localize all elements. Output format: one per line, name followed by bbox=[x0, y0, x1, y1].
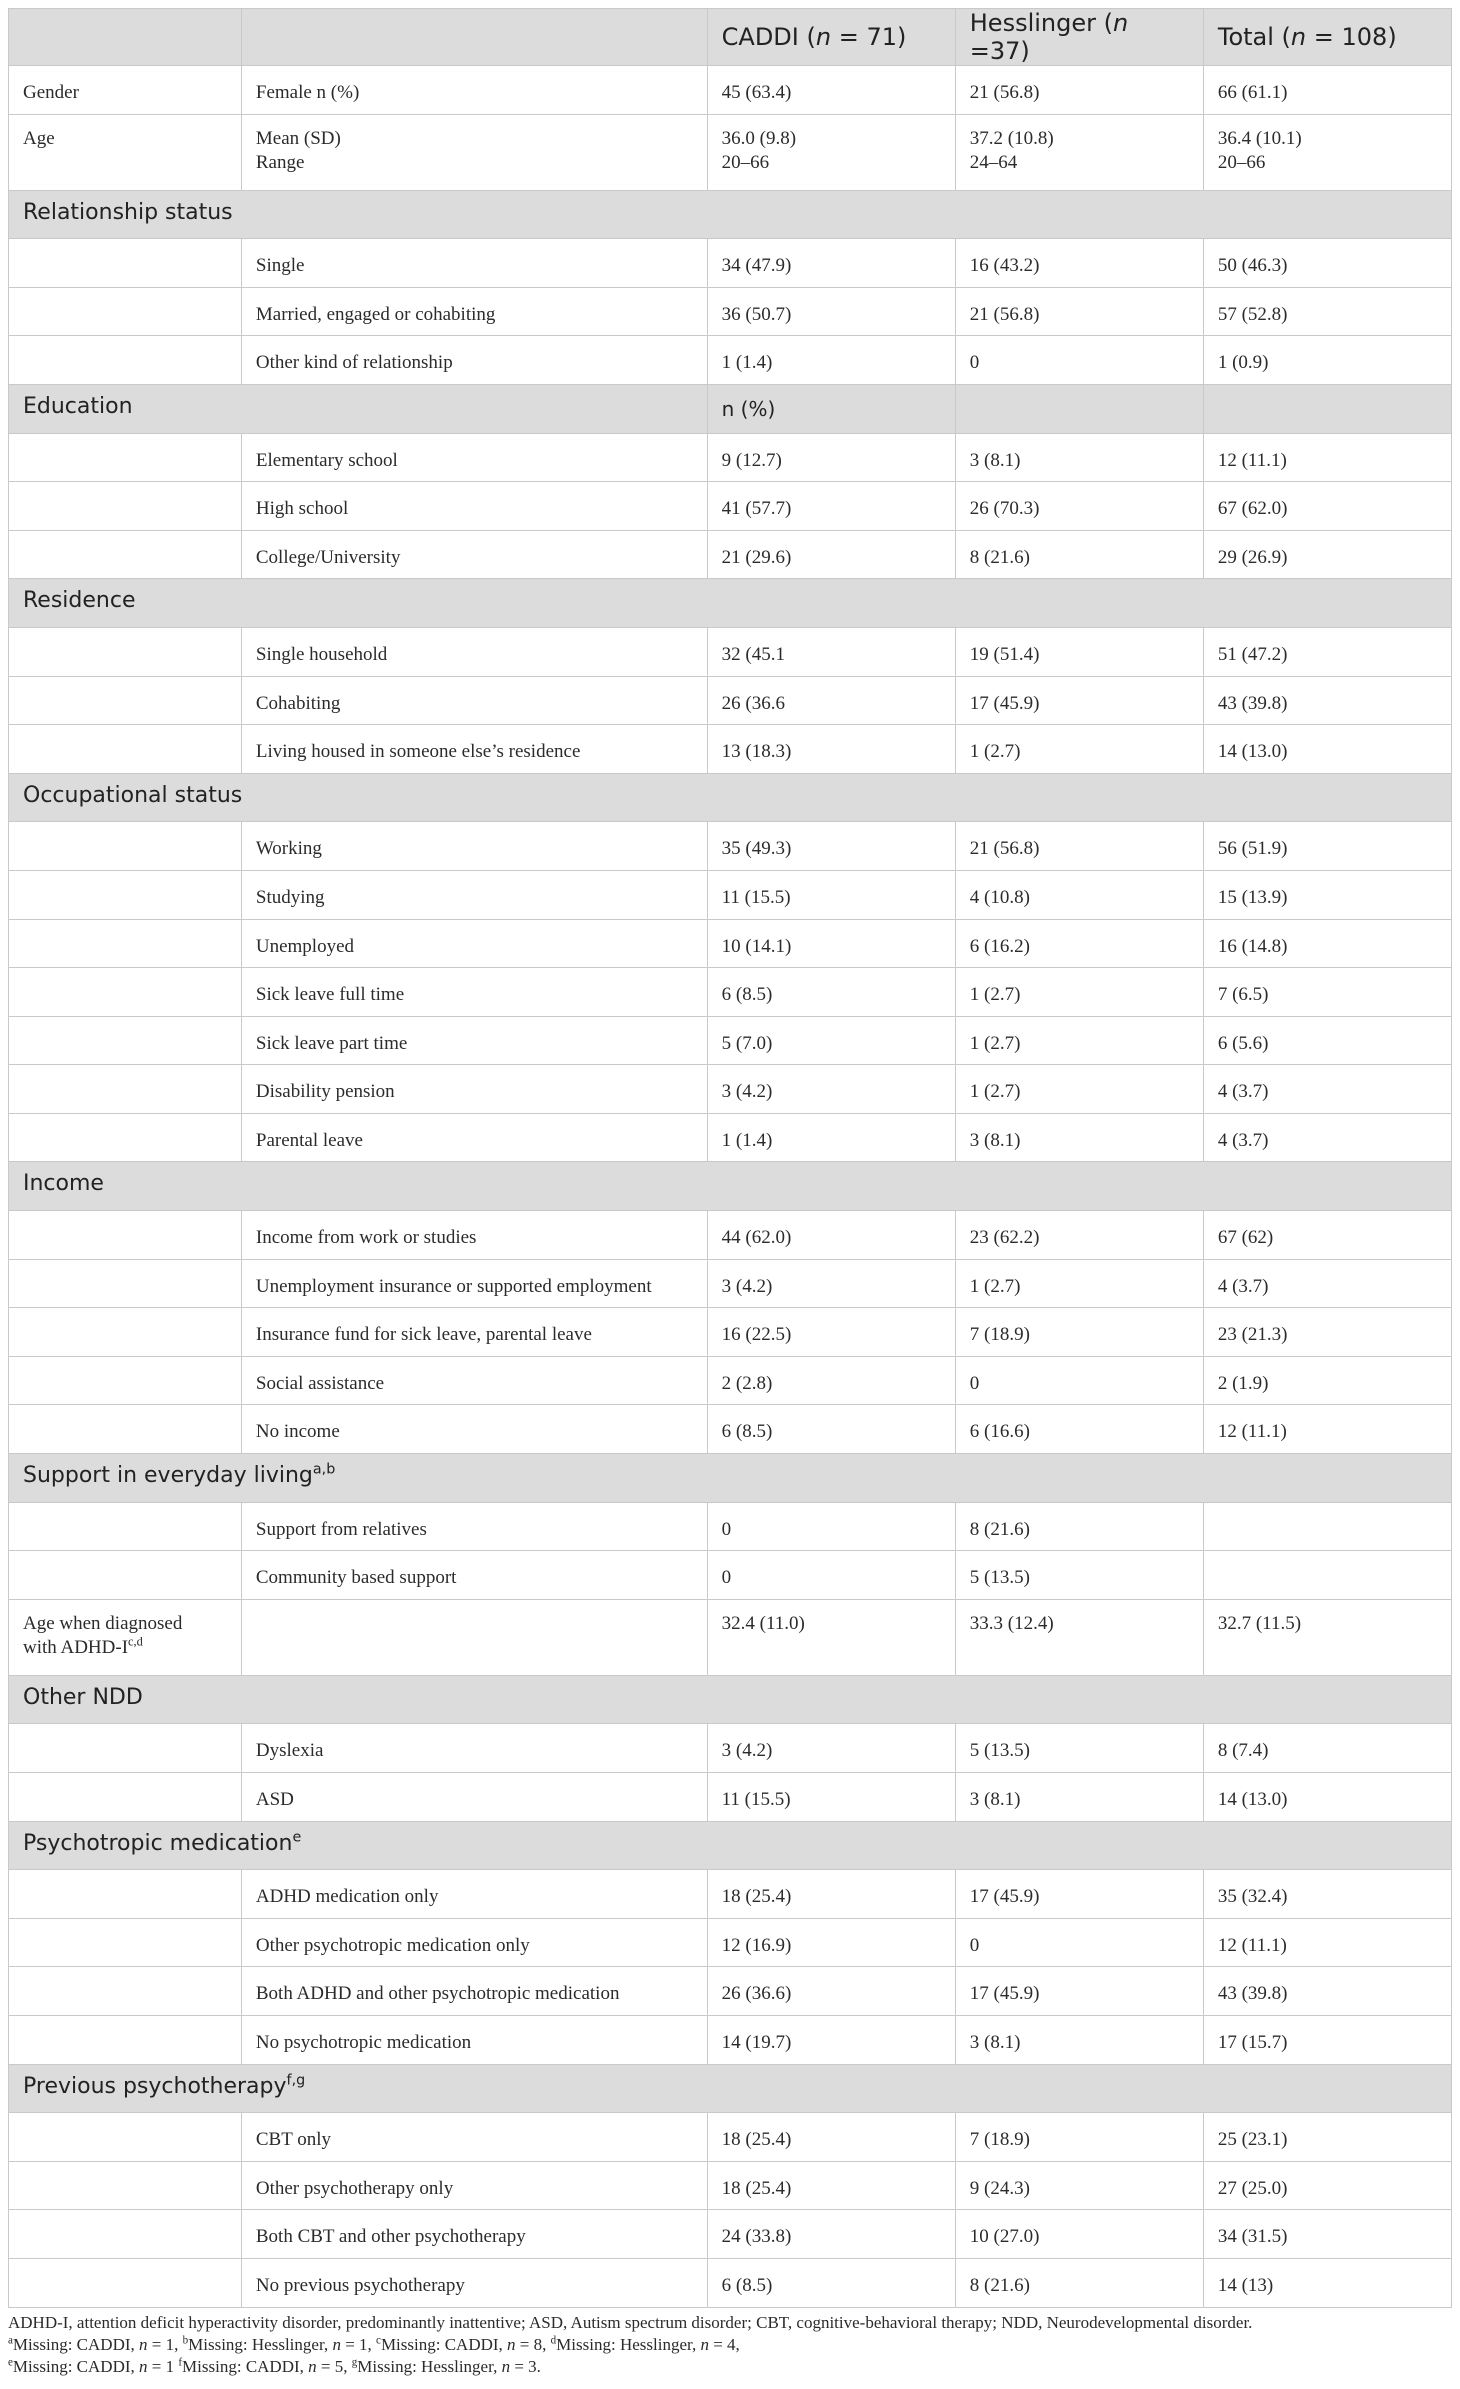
row-caddi: 26 (36.6 bbox=[707, 676, 955, 725]
row-hesslinger: 3 (8.1) bbox=[955, 1113, 1203, 1162]
row-caddi: 18 (25.4) bbox=[707, 2113, 955, 2162]
age-sub: Mean (SD) Range bbox=[241, 114, 707, 190]
table-row bbox=[9, 870, 1452, 919]
row-empty-cell bbox=[9, 2210, 242, 2259]
table-row bbox=[9, 2161, 1452, 2210]
row-total: 51 (47.2) bbox=[1203, 627, 1451, 676]
row-caddi: 35 (49.3) bbox=[707, 822, 955, 871]
row-total: 12 (11.1) bbox=[1203, 1405, 1451, 1454]
row-caddi: 11 (15.5) bbox=[707, 1773, 955, 1822]
row-empty-cell bbox=[9, 2113, 242, 2162]
row-label: Sick leave part time bbox=[241, 1016, 707, 1065]
gender-label: Gender bbox=[9, 66, 242, 115]
row-empty-cell bbox=[9, 530, 242, 579]
row-empty-cell bbox=[9, 968, 242, 1017]
row-label: Other kind of relationship bbox=[241, 336, 707, 385]
section-ndd bbox=[9, 1675, 1452, 1724]
footnote-e: $^e$Missing: CADDI, n = 1 bbox=[8, 2355, 179, 2376]
header-empty-2 bbox=[241, 9, 707, 66]
row-caddi: 34 (47.9) bbox=[707, 239, 955, 288]
section-education bbox=[9, 384, 1452, 433]
section-unit-education: n (%) bbox=[707, 384, 955, 433]
demographics-table bbox=[8, 8, 1452, 2308]
row-total: 43 (39.8) bbox=[1203, 676, 1451, 725]
row-label: College/University bbox=[241, 530, 707, 579]
footnotes bbox=[8, 2312, 1452, 2378]
row-hesslinger: 1 (2.7) bbox=[955, 1065, 1203, 1114]
row-label: Insurance fund for sick leave, parental leave bbox=[241, 1308, 707, 1357]
row-hesslinger: 17 (45.9) bbox=[955, 676, 1203, 725]
row-empty-cell bbox=[9, 482, 242, 531]
row-total bbox=[1203, 1502, 1451, 1551]
row-hesslinger: 19 (51.4) bbox=[955, 627, 1203, 676]
age-total: 36.4 (10.1) 20–66 bbox=[1203, 114, 1451, 190]
row-label: Single bbox=[241, 239, 707, 288]
row-hesslinger: 8 (21.6) bbox=[955, 2258, 1203, 2307]
row-label: Unemployment insurance or supported employment bbox=[241, 1259, 707, 1308]
row-total: 12 (11.1) bbox=[1203, 1918, 1451, 1967]
row-caddi: 32 (45.1 bbox=[707, 627, 955, 676]
row-caddi: 3 (4.2) bbox=[707, 1724, 955, 1773]
row-hesslinger: 7 (18.9) bbox=[955, 1308, 1203, 1357]
footnote-abbreviations: ADHD-I, attention deficit hyperactivity disorder, predominantly inattentive; ASD, Autism spectrum disorder; CBT, cognitive-behavioral therapy; NDD, Neurodevelopmental disorder. bbox=[8, 2312, 1253, 2332]
row-caddi: 24 (33.8) bbox=[707, 2210, 955, 2259]
row-total: 34 (31.5) bbox=[1203, 2210, 1451, 2259]
row-caddi: 1 (1.4) bbox=[707, 336, 955, 385]
table-row bbox=[9, 676, 1452, 725]
row-hesslinger: 8 (21.6) bbox=[955, 530, 1203, 579]
row-hesslinger: 17 (45.9) bbox=[955, 1967, 1203, 2016]
row-total: 14 (13.0) bbox=[1203, 1773, 1451, 1822]
row-caddi: 0 bbox=[707, 1551, 955, 1600]
section-title-residence: Residence bbox=[9, 579, 1452, 628]
section-title-occupation: Occupational status bbox=[9, 773, 1452, 822]
row-label: ADHD medication only bbox=[241, 1870, 707, 1919]
row-label: Working bbox=[241, 822, 707, 871]
row-hesslinger: 16 (43.2) bbox=[955, 239, 1203, 288]
row-total: 14 (13.0) bbox=[1203, 725, 1451, 774]
row-empty-cell bbox=[9, 870, 242, 919]
row-caddi: 21 (29.6) bbox=[707, 530, 955, 579]
row-total: 16 (14.8) bbox=[1203, 919, 1451, 968]
row-hesslinger: 5 (13.5) bbox=[955, 1551, 1203, 1600]
footnote-c: $^c$Missing: CADDI, n = 8, bbox=[376, 2333, 551, 2354]
row-caddi: 36 (50.7) bbox=[707, 287, 955, 336]
row-label: Unemployed bbox=[241, 919, 707, 968]
row-total: 50 (46.3) bbox=[1203, 239, 1451, 288]
row-empty-cell bbox=[9, 919, 242, 968]
row-empty-cell bbox=[9, 1211, 242, 1260]
row-empty-cell bbox=[9, 1551, 242, 1600]
footnote-d: $^d$Missing: Hesslinger, n = 4, bbox=[550, 2333, 740, 2354]
row-label: Parental leave bbox=[241, 1113, 707, 1162]
section-title-relationship: Relationship status bbox=[9, 190, 1452, 239]
age-diagnosed-hesslinger: 33.3 (12.4) bbox=[955, 1599, 1203, 1675]
row-label: No income bbox=[241, 1405, 707, 1454]
section-income bbox=[9, 1162, 1452, 1211]
row-caddi: 3 (4.2) bbox=[707, 1259, 955, 1308]
table-row bbox=[9, 1356, 1452, 1405]
age-diagnosed-empty bbox=[241, 1599, 707, 1675]
row-empty-cell bbox=[9, 2161, 242, 2210]
row-hesslinger: 0 bbox=[955, 1356, 1203, 1405]
row-caddi: 44 (62.0) bbox=[707, 1211, 955, 1260]
age-hesslinger: 37.2 (10.8) 24–64 bbox=[955, 114, 1203, 190]
footnote-a: $^a$Missing: CADDI, n = 1, bbox=[8, 2333, 183, 2354]
table-row bbox=[9, 1308, 1452, 1357]
row-total: 67 (62) bbox=[1203, 1211, 1451, 1260]
row-total: 25 (23.1) bbox=[1203, 2113, 1451, 2162]
age-label: Age bbox=[9, 114, 242, 190]
row-caddi: 12 (16.9) bbox=[707, 1918, 955, 1967]
row-total: 4 (3.7) bbox=[1203, 1113, 1451, 1162]
row-caddi: 1 (1.4) bbox=[707, 1113, 955, 1162]
table-row bbox=[9, 1918, 1452, 1967]
row-total: 12 (11.1) bbox=[1203, 433, 1451, 482]
row-empty-cell bbox=[9, 239, 242, 288]
row-hesslinger: 6 (16.2) bbox=[955, 919, 1203, 968]
table-row bbox=[9, 433, 1452, 482]
row-label: High school bbox=[241, 482, 707, 531]
row-label: Other psychotherapy only bbox=[241, 2161, 707, 2210]
row-empty-cell bbox=[9, 725, 242, 774]
row-label: Living housed in someone else’s residence bbox=[241, 725, 707, 774]
header-hesslinger: Hesslinger (n =37) bbox=[955, 9, 1203, 66]
row-hesslinger: 4 (10.8) bbox=[955, 870, 1203, 919]
table-row bbox=[9, 1065, 1452, 1114]
row-empty-cell bbox=[9, 1308, 242, 1357]
footnote-f: $^f$Missing: CADDI, n = 5, bbox=[178, 2355, 352, 2376]
row-empty-cell bbox=[9, 676, 242, 725]
row-total: 7 (6.5) bbox=[1203, 968, 1451, 1017]
row-total: 1 (0.9) bbox=[1203, 336, 1451, 385]
row-hesslinger: 1 (2.7) bbox=[955, 968, 1203, 1017]
table-row bbox=[9, 968, 1452, 1017]
table-row bbox=[9, 1551, 1452, 1600]
age-diagnosed-label: Age when diagnosed with ADHD-$I^{c,d}$ bbox=[9, 1599, 242, 1675]
row-label: Social assistance bbox=[241, 1356, 707, 1405]
row-caddi: 2 (2.8) bbox=[707, 1356, 955, 1405]
header-caddi: CADDI (n = 71) bbox=[707, 9, 955, 66]
row-label: Elementary school bbox=[241, 433, 707, 482]
row-caddi: 11 (15.5) bbox=[707, 870, 955, 919]
section-residence bbox=[9, 579, 1452, 628]
row-caddi: 18 (25.4) bbox=[707, 1870, 955, 1919]
row-caddi: 9 (12.7) bbox=[707, 433, 955, 482]
section-title-support: Support in everyday living$^{a,b}$ bbox=[9, 1454, 1452, 1503]
row-hesslinger: 23 (62.2) bbox=[955, 1211, 1203, 1260]
section-psychotherapy bbox=[9, 2064, 1452, 2113]
row-hesslinger: 1 (2.7) bbox=[955, 1016, 1203, 1065]
row-hesslinger: 21 (56.8) bbox=[955, 287, 1203, 336]
row-empty-cell bbox=[9, 627, 242, 676]
section-title-medication: Psychotropic medication$^e$ bbox=[9, 1821, 1452, 1870]
table-row-gender bbox=[9, 66, 1452, 115]
row-hesslinger: 7 (18.9) bbox=[955, 2113, 1203, 2162]
row-hesslinger: 9 (24.3) bbox=[955, 2161, 1203, 2210]
gender-hesslinger: 21 (56.8) bbox=[955, 66, 1203, 115]
row-caddi: 10 (14.1) bbox=[707, 919, 955, 968]
gender-total: 66 (61.1) bbox=[1203, 66, 1451, 115]
section-support bbox=[9, 1454, 1452, 1503]
row-label: Cohabiting bbox=[241, 676, 707, 725]
row-label: Dyslexia bbox=[241, 1724, 707, 1773]
row-hesslinger: 10 (27.0) bbox=[955, 2210, 1203, 2259]
row-caddi: 41 (57.7) bbox=[707, 482, 955, 531]
row-hesslinger: 6 (16.6) bbox=[955, 1405, 1203, 1454]
table-row bbox=[9, 1259, 1452, 1308]
header-total: Total (n = 108) bbox=[1203, 9, 1451, 66]
row-empty-cell bbox=[9, 1967, 242, 2016]
row-label: Support from relatives bbox=[241, 1502, 707, 1551]
row-label: Both ADHD and other psychotropic medication bbox=[241, 1967, 707, 2016]
table-row bbox=[9, 1967, 1452, 2016]
row-total: 15 (13.9) bbox=[1203, 870, 1451, 919]
row-empty-cell bbox=[9, 822, 242, 871]
table-row-age-diagnosed bbox=[9, 1599, 1452, 1675]
table-row bbox=[9, 239, 1452, 288]
row-empty-cell bbox=[9, 1356, 242, 1405]
section-title-income: Income bbox=[9, 1162, 1452, 1211]
row-caddi: 18 (25.4) bbox=[707, 2161, 955, 2210]
row-empty-cell bbox=[9, 336, 242, 385]
row-total: 8 (7.4) bbox=[1203, 1724, 1451, 1773]
row-empty-cell bbox=[9, 1724, 242, 1773]
section-title-psychotherapy: Previous psychotherapy$^{f,g}$ bbox=[9, 2064, 1452, 2113]
row-empty-cell bbox=[9, 433, 242, 482]
row-label: No psychotropic medication bbox=[241, 2015, 707, 2064]
row-hesslinger: 1 (2.7) bbox=[955, 1259, 1203, 1308]
row-total: 29 (26.9) bbox=[1203, 530, 1451, 579]
table-row bbox=[9, 1724, 1452, 1773]
age-diagnosed-caddi: 32.4 (11.0) bbox=[707, 1599, 955, 1675]
table-row bbox=[9, 1870, 1452, 1919]
footnote-g: $^g$Missing: Hesslinger, n = 3. bbox=[351, 2355, 541, 2376]
row-caddi: 13 (18.3) bbox=[707, 725, 955, 774]
row-empty-cell bbox=[9, 2015, 242, 2064]
section-empty bbox=[955, 384, 1203, 433]
section-medication bbox=[9, 1821, 1452, 1870]
table-row bbox=[9, 822, 1452, 871]
header-empty-1 bbox=[9, 9, 242, 66]
row-total bbox=[1203, 1551, 1451, 1600]
row-empty-cell bbox=[9, 2258, 242, 2307]
table-row bbox=[9, 1211, 1452, 1260]
row-total: 17 (15.7) bbox=[1203, 2015, 1451, 2064]
row-label: Income from work or studies bbox=[241, 1211, 707, 1260]
table-row bbox=[9, 1405, 1452, 1454]
table-row bbox=[9, 1502, 1452, 1551]
row-label: Disability pension bbox=[241, 1065, 707, 1114]
row-label: Sick leave full time bbox=[241, 968, 707, 1017]
table-row-age bbox=[9, 114, 1452, 190]
row-hesslinger: 0 bbox=[955, 1918, 1203, 1967]
row-hesslinger: 5 (13.5) bbox=[955, 1724, 1203, 1773]
row-hesslinger: 8 (21.6) bbox=[955, 1502, 1203, 1551]
row-total: 27 (25.0) bbox=[1203, 2161, 1451, 2210]
table-row bbox=[9, 1113, 1452, 1162]
footnote-line-2 bbox=[8, 2356, 1452, 2378]
row-empty-cell bbox=[9, 1259, 242, 1308]
row-label: No previous psychotherapy bbox=[241, 2258, 707, 2307]
row-caddi: 6 (8.5) bbox=[707, 2258, 955, 2307]
table-row bbox=[9, 2113, 1452, 2162]
row-total: 67 (62.0) bbox=[1203, 482, 1451, 531]
row-empty-cell bbox=[9, 1065, 242, 1114]
header-row bbox=[9, 9, 1452, 66]
section-title-ndd: Other NDD bbox=[9, 1675, 1452, 1724]
table-row bbox=[9, 627, 1452, 676]
table-row bbox=[9, 2258, 1452, 2307]
gender-caddi: 45 (63.4) bbox=[707, 66, 955, 115]
row-caddi: 6 (8.5) bbox=[707, 1405, 955, 1454]
section-empty bbox=[1203, 384, 1451, 433]
row-hesslinger: 1 (2.7) bbox=[955, 725, 1203, 774]
demographics-table-container bbox=[8, 8, 1452, 2378]
row-total: 14 (13) bbox=[1203, 2258, 1451, 2307]
row-empty-cell bbox=[9, 1918, 242, 1967]
gender-sub: Female n (%) bbox=[241, 66, 707, 115]
row-caddi: 6 (8.5) bbox=[707, 968, 955, 1017]
row-empty-cell bbox=[9, 1405, 242, 1454]
footnote-b: $^b$Missing: Hesslinger, n = 1, bbox=[182, 2333, 377, 2354]
table-row bbox=[9, 287, 1452, 336]
row-empty-cell bbox=[9, 1870, 242, 1919]
section-relationship bbox=[9, 190, 1452, 239]
row-label: ASD bbox=[241, 1773, 707, 1822]
row-total: 4 (3.7) bbox=[1203, 1065, 1451, 1114]
row-label: Married, engaged or cohabiting bbox=[241, 287, 707, 336]
row-label: Other psychotropic medication only bbox=[241, 1918, 707, 1967]
row-empty-cell bbox=[9, 1502, 242, 1551]
table-row bbox=[9, 530, 1452, 579]
row-total: 23 (21.3) bbox=[1203, 1308, 1451, 1357]
age-diagnosed-total: 32.7 (11.5) bbox=[1203, 1599, 1451, 1675]
row-hesslinger: 3 (8.1) bbox=[955, 433, 1203, 482]
row-empty-cell bbox=[9, 1113, 242, 1162]
row-hesslinger: 17 (45.9) bbox=[955, 1870, 1203, 1919]
row-total: 4 (3.7) bbox=[1203, 1259, 1451, 1308]
age-caddi: 36.0 (9.8) 20–66 bbox=[707, 114, 955, 190]
row-caddi: 3 (4.2) bbox=[707, 1065, 955, 1114]
row-caddi: 0 bbox=[707, 1502, 955, 1551]
row-total: 35 (32.4) bbox=[1203, 1870, 1451, 1919]
table-row bbox=[9, 919, 1452, 968]
table-row bbox=[9, 2210, 1452, 2259]
section-title-education: Education bbox=[9, 384, 708, 433]
row-label: Studying bbox=[241, 870, 707, 919]
table-row bbox=[9, 336, 1452, 385]
row-total: 2 (1.9) bbox=[1203, 1356, 1451, 1405]
row-label: Community based support bbox=[241, 1551, 707, 1600]
row-empty-cell bbox=[9, 287, 242, 336]
row-caddi: 5 (7.0) bbox=[707, 1016, 955, 1065]
row-total: 56 (51.9) bbox=[1203, 822, 1451, 871]
table-row bbox=[9, 725, 1452, 774]
table-row bbox=[9, 1016, 1452, 1065]
section-occupation bbox=[9, 773, 1452, 822]
row-label: CBT only bbox=[241, 2113, 707, 2162]
row-hesslinger: 26 (70.3) bbox=[955, 482, 1203, 531]
row-total: 6 (5.6) bbox=[1203, 1016, 1451, 1065]
row-label: Both CBT and other psychotherapy bbox=[241, 2210, 707, 2259]
row-hesslinger: 0 bbox=[955, 336, 1203, 385]
row-hesslinger: 3 (8.1) bbox=[955, 1773, 1203, 1822]
row-empty-cell bbox=[9, 1773, 242, 1822]
row-hesslinger: 3 (8.1) bbox=[955, 2015, 1203, 2064]
row-caddi: 26 (36.6) bbox=[707, 1967, 955, 2016]
row-caddi: 14 (19.7) bbox=[707, 2015, 955, 2064]
table-row bbox=[9, 2015, 1452, 2064]
footnote-line-1 bbox=[8, 2334, 1452, 2356]
row-total: 57 (52.8) bbox=[1203, 287, 1451, 336]
row-label: Single household bbox=[241, 627, 707, 676]
row-caddi: 16 (22.5) bbox=[707, 1308, 955, 1357]
table-row bbox=[9, 1773, 1452, 1822]
row-hesslinger: 21 (56.8) bbox=[955, 822, 1203, 871]
row-empty-cell bbox=[9, 1016, 242, 1065]
row-total: 43 (39.8) bbox=[1203, 1967, 1451, 2016]
table-row bbox=[9, 482, 1452, 531]
